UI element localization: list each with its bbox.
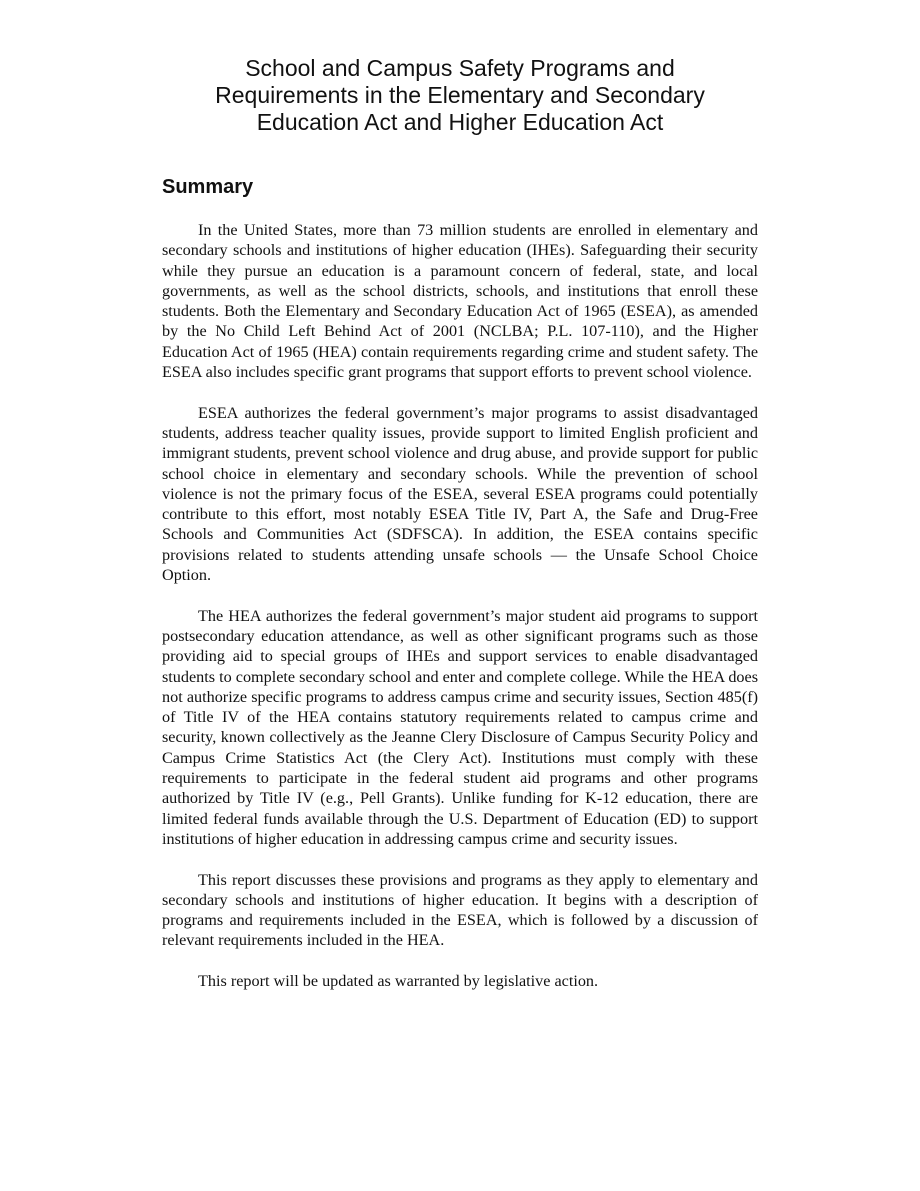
paragraph: The HEA authorizes the federal government’s major student aid programs to support postsecondary education attendance, as well as other significant programs such as those providing aid to special groups of IHEs and support services to enable disadvantaged students to complete secondary school and enter and complete college. While the HEA does not authorize specific programs to address campus crime and security issues, Section 485(f) of Title IV of the HEA contains statutory requirements related to campus crime and security, known collectively as the Jeanne Clery Disclosure of Campus Security Policy and Campus Crime Statistics Act (the Clery Act). Institutions must comply with these requirements to participate in the federal student aid programs and other programs authorized by Title IV (e.g., Pell Grants). Unlike funding for K-12 education, there are limited federal funds available through the U.S. Department of Education (ED) to support institutions of higher education in addressing campus crime and security issues. — [162, 606, 758, 848]
document-title — [160, 55, 760, 136]
paragraph: This report will be updated as warranted by legislative action. — [198, 971, 599, 990]
summary-body — [162, 220, 758, 1012]
paragraph: In the United States, more than 73 million students are enrolled in elementary and secondary schools and institutions of higher education (IHEs). Safeguarding their security while they pursue an education is a paramount concern of federal, state, and local governments, as well as the school districts, schools, and institutions that enroll these students. Both the Elementary and Secondary Education Act of 1965 (ESEA), as amended by the No Child Left Behind Act of 2001 (NCLBA; P.L. 107-110), and the Higher Education Act of 1965 (HEA) contain requirements regarding crime and student safety. The ESEA also includes specific grant programs that support efforts to prevent school violence. — [162, 221, 758, 382]
section-heading: Summary — [162, 176, 254, 198]
paragraph: ESEA authorizes the federal government’s major programs to assist disadvantaged students, address teacher quality issues, provide support to limited English proficient and immigrant students, prevent school violence and drug abuse, and provide support for public school choice in elementary and secondary schools. While the prevention of school violence is not the primary focus of the ESEA, several ESEA programs could potentially contribute to this effort, most notably ESEA Title IV, Part A, the Safe and Drug-Free Schools and Communities Act (SDFSCA). In addition, the ESEA contains specific provisions related to students attending unsafe schools — the Unsafe School Choice Option. — [162, 403, 758, 585]
paragraph: This report discusses these provisions and programs as they apply to elementary and secondary schools and institutions of higher education. It begins with a description of programs and requirements included in the ESEA, which is followed by a discussion of relevant requirements included in the HEA. — [162, 870, 758, 950]
title-line: School and Campus Safety Programs and — [245, 55, 675, 81]
title-line: Requirements in the Elementary and Secondary — [215, 82, 705, 108]
title-line: Education Act and Higher Education Act — [256, 109, 664, 135]
